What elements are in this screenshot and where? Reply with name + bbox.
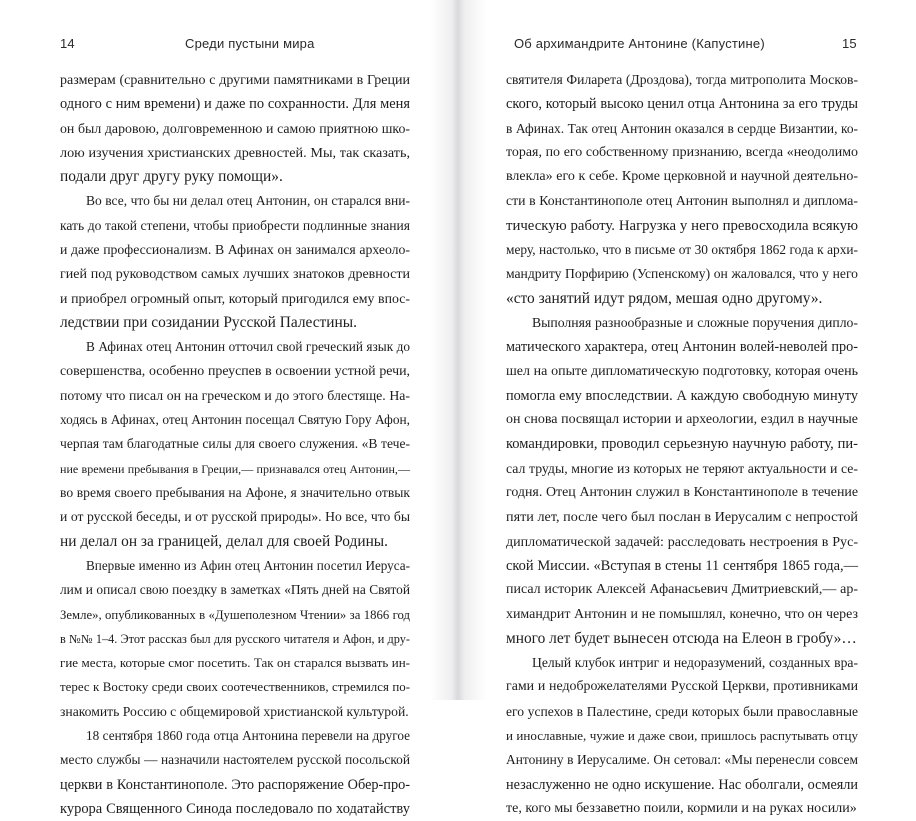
text-line: Во все, что бы ни делал отец Антонин, он старался вни- <box>86 193 410 209</box>
running-title-left: Среди пустыни мира <box>185 36 315 51</box>
text-line: место службы — назначили настоятелем русской посольской <box>60 752 410 768</box>
text-line: гией под руководством самых лучших знатоков древности <box>60 266 410 283</box>
text-line: сти в Константинополе отец Антонин выполнял и диплома- <box>506 193 858 209</box>
text-line: годня. Отец Антонин служил в Константинополе в течение <box>506 485 858 501</box>
text-line: в Афинах. Так отец Антонин оказался в сердце Византии, ко- <box>506 120 858 136</box>
text-line: знакомить Россию с общемировой христианской культурой. <box>60 703 409 719</box>
text-line: пяти лет, после чего был послан в Иерусалим с непростой <box>506 509 858 526</box>
text-line: ни делал он за границей, делал для своей Родины. <box>60 532 388 550</box>
text-line: его успехов в Палестине, среди которых были православные <box>506 703 858 719</box>
text-line: тическую работу. Нагрузка у него превосходила всякую <box>506 217 858 234</box>
text-line: гие места, которые смог посетить. Так он старался вызвать ин- <box>60 655 410 671</box>
text-line: одного с ним времени) и даже по сохранности. Для меня <box>60 96 410 113</box>
text-line: «сто занятий идут рядом, мешая одно другому». <box>506 289 823 307</box>
page-number-left: 14 <box>60 36 75 51</box>
text-line: те, кого мы беззаветно поили, кормили и на руках носили» <box>506 800 857 816</box>
text-line: командировки, проводил серьезную научную работу, пи- <box>506 436 858 453</box>
text-line: Целый клубок интриг и недоразумений, созданных вра- <box>532 655 858 671</box>
text-line: Впервые именно из Афин отец Антонин посетил Иеруса- <box>86 557 410 573</box>
text-line: дипломатической задачей: расследовать нестроения в Рус- <box>506 533 858 550</box>
text-line: писал историк Алексей Афанасьевич Дмитриевский,— ар- <box>506 582 858 598</box>
text-line: ского, который высоко ценил отца Антонина за его труды <box>506 96 858 113</box>
text-line: курора Священного Синода последовало по ходатайству <box>60 800 410 817</box>
text-line: гами и недоброжелателями Русской Церкви, противниками <box>506 679 858 695</box>
text-line: Антонину в Иерусалиме. Он сетовал: «Мы перенесли совсем <box>506 752 858 768</box>
running-title-right: Об архимандрите Антонине (Капустине) <box>514 36 765 51</box>
text-line: матического характера, отец Антонин волей-неволей про- <box>506 339 858 356</box>
text-line: и от русской беседы, и от русской природы». Но все, что бы <box>60 509 410 525</box>
left-page-text <box>60 68 410 821</box>
text-line: подали друг другу руку помощи». <box>60 168 283 186</box>
text-line: много лет будет вынесен отсюда на Елеон в гробу»… <box>506 629 857 647</box>
right-page <box>458 0 916 816</box>
right-page-text <box>506 68 858 821</box>
text-line: влекла» его к себе. Кроме церковной и научной деятельно- <box>506 169 858 185</box>
text-line: мандриту Порфирию (Успенскому) он жаловался, что у него <box>506 266 858 282</box>
text-line: В Афинах отец Антонин отточил свой греческий язык до <box>86 339 410 355</box>
text-line: ской Миссии. «Вступая в стены 11 сентября 1865 года,— <box>506 557 858 574</box>
text-line: незаслуженно не одно искушение. Нас оболгали, осмеяли <box>506 776 858 793</box>
text-line: меру, настолько, что в письме от 30 октября 1862 года к архи- <box>506 242 858 258</box>
text-line: он был даровою, долговременною и самою приятною шко- <box>60 120 410 136</box>
text-line: торая, по его собственному признанию, всегда «неодолимо <box>506 144 858 160</box>
text-line: Выполняя разнообразные и сложные поручения дипло- <box>532 314 858 330</box>
text-line: терес к Востоку среди своих соотечественников, стремился по- <box>60 679 410 695</box>
left-page <box>0 0 458 817</box>
text-line: и приобрел огромный опыт, который пригодился ему впос- <box>60 290 410 306</box>
text-line: шел на опыте дипломатическую подготовку, которая очень <box>506 363 858 379</box>
text-line: и даже профессионализм. В Афинах он занимался археоло- <box>60 242 410 258</box>
text-line: святителя Филарета (Дроздова), тогда митрополита Москов- <box>506 72 858 87</box>
text-line: химандрит Антонин и не помышлял, конечно, что он через <box>506 606 858 622</box>
text-line: ходясь в Афинах, отец Антонин посещал Святую Гору Афон, <box>60 412 410 428</box>
text-line: черпая там благодатные силы для своего служения. «В тече- <box>60 436 410 452</box>
text-line: церкви в Константинополе. Это распоряжение Обер-про- <box>60 776 410 793</box>
text-line: 18 сентября 1860 года отца Антонина перевели на другое <box>86 728 410 744</box>
text-line: совершенства, особенно преуспев в освоении устной речи, <box>60 363 410 379</box>
text-line: во время своего пребывания на Афоне, я значительно отвык <box>60 485 410 501</box>
text-line: ледствии при созидании Русской Палестины. <box>60 313 357 331</box>
text-line: кать до такой степени, чтобы приобрести подлинные знания <box>60 217 410 233</box>
text-line: потому что писал он на греческом и до этого блестяще. На- <box>60 387 410 403</box>
text-line: он снова посвящал истории и археологии, ездил в научные <box>506 412 858 428</box>
text-line: лою изучения христианских древностей. Мы, так сказать, <box>60 144 410 161</box>
text-line: в №№ 1–4. Этот рассказ был для русского читателя и Афон, и дру- <box>60 631 410 646</box>
text-line: помогла ему впоследствии. А каждую свободную минуту <box>506 387 858 404</box>
text-line: и инославные, чужие и даже свои, пришлось распутывать отцу <box>506 728 858 744</box>
text-line: размерам (сравнительно с другими памятниками в Греции <box>60 72 410 88</box>
text-line: сал труды, многие из которых не теряют актуальности и се- <box>506 460 858 476</box>
page-number-right: 15 <box>842 36 857 51</box>
text-line: лим и описал свою поездку в заметках «Пять дней на Святой <box>60 582 410 598</box>
text-line: Земле», опубликованных в «Душеполезном Чтении» за 1866 год <box>60 607 410 622</box>
text-line: ние времени пребывания в Греции,— признавался отец Антонин,— <box>60 461 410 476</box>
